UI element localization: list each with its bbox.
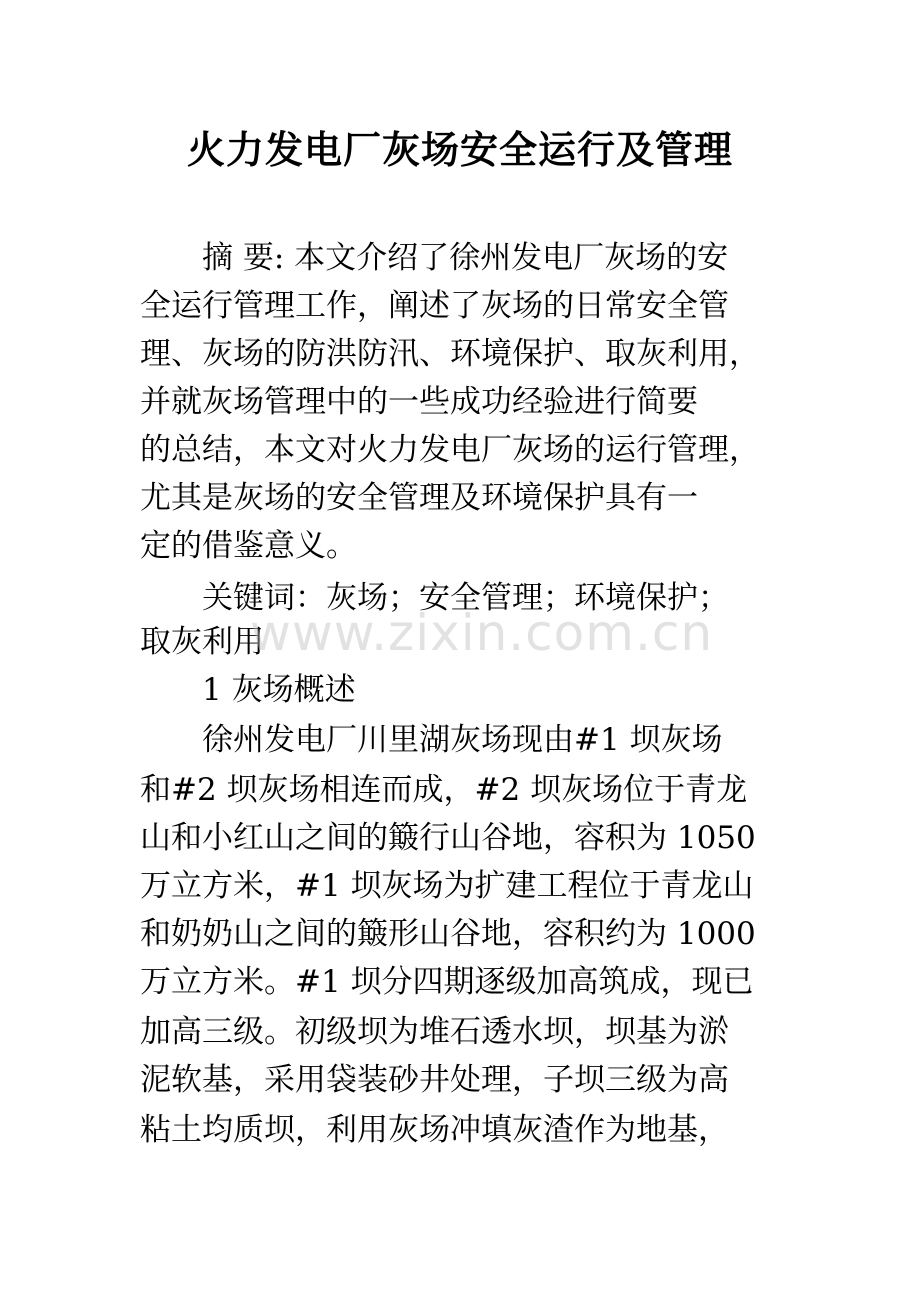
body-line: 加高三级。初级坝为堆石透水坝，坝基为淤 (140, 1014, 729, 1050)
body-line: 徐州发电厂川里湖灰场现由#1 坝灰场 (140, 722, 723, 758)
section-heading: 1 灰场概述 (140, 672, 356, 708)
body-line: 理、灰场的防洪防汛、环境保护、取灰利用， (140, 336, 760, 372)
document-title: 火力发电厂灰场安全运行及管理 (186, 128, 733, 172)
body-line: 摘 要: 本文介绍了徐州发电厂灰场的安 (140, 240, 729, 276)
body-line: 万立方米，#1 坝灰场为扩建工程位于青龙山 (140, 868, 754, 904)
keywords-line: 关键词：灰场；安全管理；环境保护； (140, 580, 729, 616)
body-line: 万立方米。#1 坝分四期逐级加高筑成，现已 (140, 964, 754, 1000)
body-line: 和#2 坝灰场相连而成，#2 坝灰场位于青龙 (140, 772, 748, 808)
body-line: 尤其是灰场的安全管理及环境保护具有一 (140, 480, 698, 516)
body-line: 泥软基，采用袋装砂井处理，子坝三级为高 (140, 1062, 729, 1098)
body-line: 和奶奶山之间的簸形山谷地，容积约为 1000 (140, 916, 756, 952)
body-line: 粘土均质坝，利用灰场冲填灰渣作为地基， (140, 1112, 729, 1148)
body-line: 全运行管理工作，阐述了灰场的日常安全管 (140, 288, 729, 324)
body-line: 定的借鉴意义。 (140, 528, 357, 564)
keywords-line: 取灰利用 (140, 624, 264, 660)
watermark: www.zixin.com.cn (250, 604, 714, 662)
body-line: 的总结，本文对火力发电厂灰场的运行管理， (140, 432, 760, 468)
body-line: 山和小红山之间的簸行山谷地，容积为 1050 (140, 820, 756, 856)
body-line: 并就灰场管理中的一些成功经验进行简要 (140, 384, 698, 420)
